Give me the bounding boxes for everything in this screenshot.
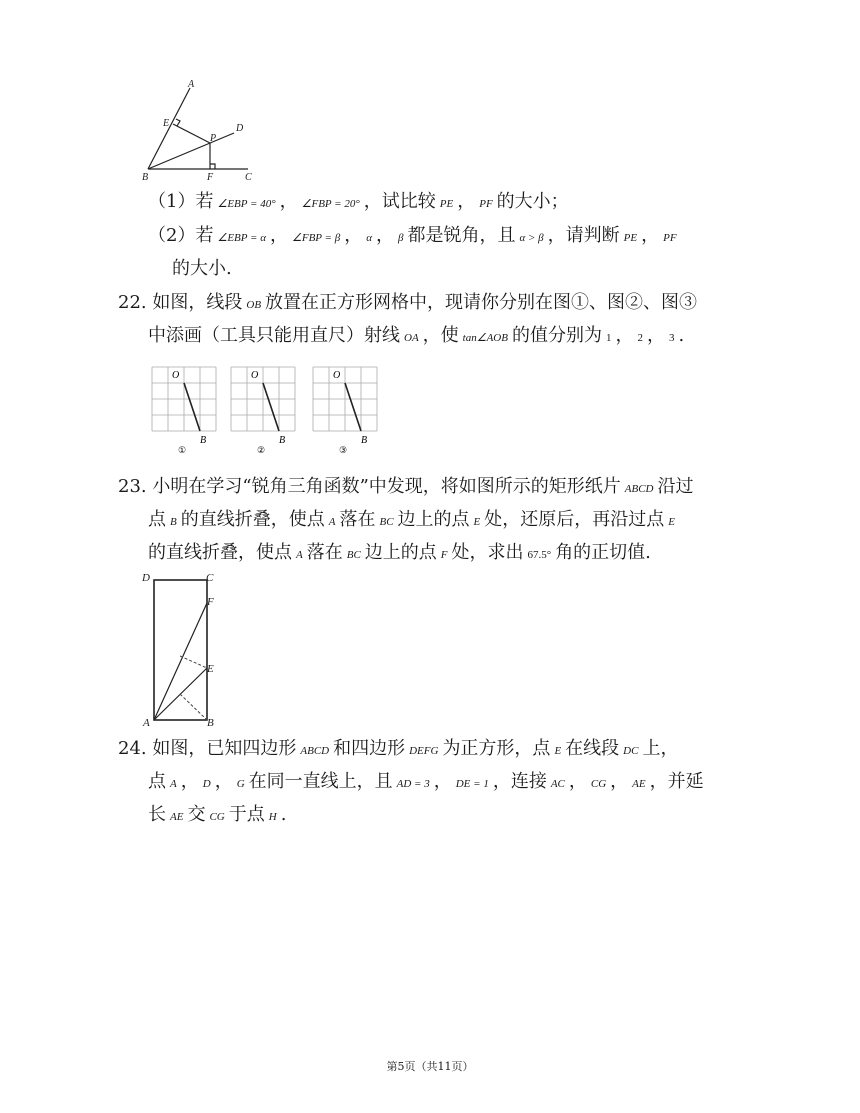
label-A: A (188, 80, 195, 90)
fold-dash-2 (180, 694, 207, 720)
label-D: D (142, 572, 150, 584)
text: ，并延 (649, 771, 704, 792)
grid-figure-3 (311, 365, 381, 457)
question-number: 23. (118, 476, 147, 497)
text: 中添画（工具只能用直尺）射线 (148, 325, 400, 346)
text: 处，还原后，再沿过点 (484, 509, 665, 530)
segment-OB (184, 383, 200, 431)
text: 的大小； (496, 191, 569, 212)
text: 放置在正方形网格中，现请你分别在图①、图②、图③ (265, 292, 698, 313)
q23-line1 (118, 474, 694, 502)
math: DC (623, 745, 639, 757)
math: B (170, 516, 177, 528)
text: 的直线折叠，使点 (148, 542, 292, 563)
math: D (202, 778, 211, 790)
text: 上， (642, 738, 679, 759)
q23-line2 (148, 507, 679, 535)
text: 长 (148, 804, 166, 825)
question-number: 24. (118, 738, 147, 759)
angle-figure (138, 80, 268, 182)
math: β (398, 232, 404, 244)
text: 角的正切值. (555, 542, 651, 563)
segment-PE (173, 124, 210, 143)
text: 小明在学习“锐角三角函数”中发现，将如图所示的矩形纸片 (152, 476, 621, 497)
text: 于点 (228, 804, 265, 825)
text: . (280, 804, 287, 825)
right-angle-E (176, 119, 180, 126)
label-D: D (236, 123, 244, 134)
math: ∠FBP = 20° (301, 198, 360, 210)
text: ， (615, 325, 634, 346)
text: 和四边形 (333, 738, 406, 759)
math: ∠EBP = 40° (217, 198, 276, 210)
value: 67.5° (527, 549, 552, 561)
math: ∠FBP = β (291, 232, 341, 244)
math: AC (550, 778, 565, 790)
q21-part1 (148, 189, 569, 217)
text: 沿过 (657, 476, 694, 497)
text: ， (457, 191, 476, 212)
label-F: F (207, 172, 214, 182)
label-B: B (279, 435, 286, 446)
value: 2 (637, 332, 643, 344)
text: 点 (148, 509, 166, 530)
math: tan∠AOB (462, 332, 508, 344)
text: ， (433, 771, 452, 792)
math: AE (632, 778, 646, 790)
text: 都是锐角，且 (407, 225, 516, 246)
q22-line1 (118, 290, 697, 318)
text: 交 (187, 804, 206, 825)
text: 如图，线段 (152, 292, 243, 313)
text: ，试比较 (363, 191, 436, 212)
label-O: O (333, 370, 341, 381)
text: . (678, 325, 685, 346)
text: ， (641, 225, 660, 246)
q24-line2 (148, 769, 704, 797)
text: 边上的点 (397, 509, 470, 530)
label-C: C (206, 572, 214, 584)
q24-line3 (148, 802, 286, 830)
text: ， (344, 225, 363, 246)
math: A (328, 516, 336, 528)
text: ，连接 (492, 771, 547, 792)
text: 的大小. (172, 258, 232, 279)
text: 如图，已知四边形 (152, 738, 297, 759)
text: 落在 (306, 542, 343, 563)
segment-OB (345, 383, 361, 431)
label-O: O (251, 370, 259, 381)
text: ，请判断 (547, 225, 620, 246)
text: 在同一直线上，且 (248, 771, 393, 792)
grid-figure-2 (229, 365, 299, 457)
label-B: B (361, 435, 368, 446)
math: ∠EBP = α (217, 232, 266, 244)
q21-part2 (148, 223, 681, 251)
math: BC (379, 516, 394, 528)
text: ， (646, 325, 665, 346)
math: F (440, 549, 448, 561)
text: 的值分别为 (511, 325, 602, 346)
math: ABCD (624, 483, 654, 495)
label-B: B (200, 435, 207, 446)
math: E (473, 516, 481, 528)
text: 点 (148, 771, 166, 792)
text: 在线段 (565, 738, 620, 759)
q24-line1 (118, 736, 678, 764)
text: 为正方形，点 (442, 738, 551, 759)
q23-line3 (148, 540, 651, 568)
text: （1）若 (148, 191, 214, 212)
value: 3 (668, 332, 675, 344)
label-E: E (207, 663, 214, 675)
text: 处，求出 (451, 542, 524, 563)
label-B: B (207, 717, 214, 729)
math: OA (404, 332, 419, 344)
label-A: A (143, 717, 150, 729)
figure-tag: ① (178, 445, 187, 455)
label-E: E (163, 118, 170, 129)
label-C: C (245, 172, 252, 182)
text: 的直线折叠，使点 (180, 509, 325, 530)
fold-dash-1 (180, 656, 207, 668)
ray-BD (148, 133, 234, 169)
figure-tag: ② (257, 445, 266, 455)
text: ， (180, 771, 199, 792)
math: α (366, 232, 372, 244)
math: PF (479, 198, 493, 210)
math: H (268, 811, 277, 823)
math: E (554, 745, 562, 757)
text: 落在 (339, 509, 376, 530)
math: ABCD (300, 745, 330, 757)
label-O: O (172, 370, 180, 381)
math: A (170, 778, 177, 790)
math: E (668, 516, 675, 528)
q21-part2-cont (172, 256, 232, 282)
math: AD = 3 (396, 778, 430, 790)
label-B: B (142, 172, 149, 182)
text: ，使 (422, 325, 459, 346)
math: A (296, 549, 303, 561)
text: ， (269, 225, 288, 246)
math: OB (246, 299, 262, 311)
math: CG (209, 811, 225, 823)
text: ， (376, 225, 394, 246)
text: （2）若 (148, 225, 214, 246)
page-footer: 第5页（共11页） (386, 1060, 474, 1073)
question-number: 22. (118, 292, 147, 313)
rectangle-ABCD (154, 580, 207, 720)
grid-figure-1 (150, 365, 220, 457)
segment-OB (263, 383, 279, 431)
math: DEFG (409, 745, 439, 757)
math: PE (439, 198, 454, 210)
text: ， (279, 191, 298, 212)
figure-tag: ③ (339, 445, 348, 455)
text: 边上的点 (364, 542, 437, 563)
value: 1 (605, 332, 612, 344)
q22-line2 (148, 323, 684, 351)
label-P: P (210, 133, 217, 144)
segment-AF (154, 603, 207, 720)
math: PF (663, 232, 677, 244)
text: ， (214, 771, 233, 792)
math: α > β (519, 232, 544, 244)
rectangle-fold-figure (140, 570, 230, 730)
right-angle-F (210, 164, 215, 169)
math: PE (623, 232, 638, 244)
text: ， (568, 771, 587, 792)
math: BC (346, 549, 361, 561)
math: DE = 1 (455, 778, 489, 790)
label-F: F (207, 596, 214, 608)
math: G (236, 778, 245, 790)
math: CG (590, 778, 607, 790)
text: ， (610, 771, 629, 792)
math: AE (170, 811, 184, 823)
